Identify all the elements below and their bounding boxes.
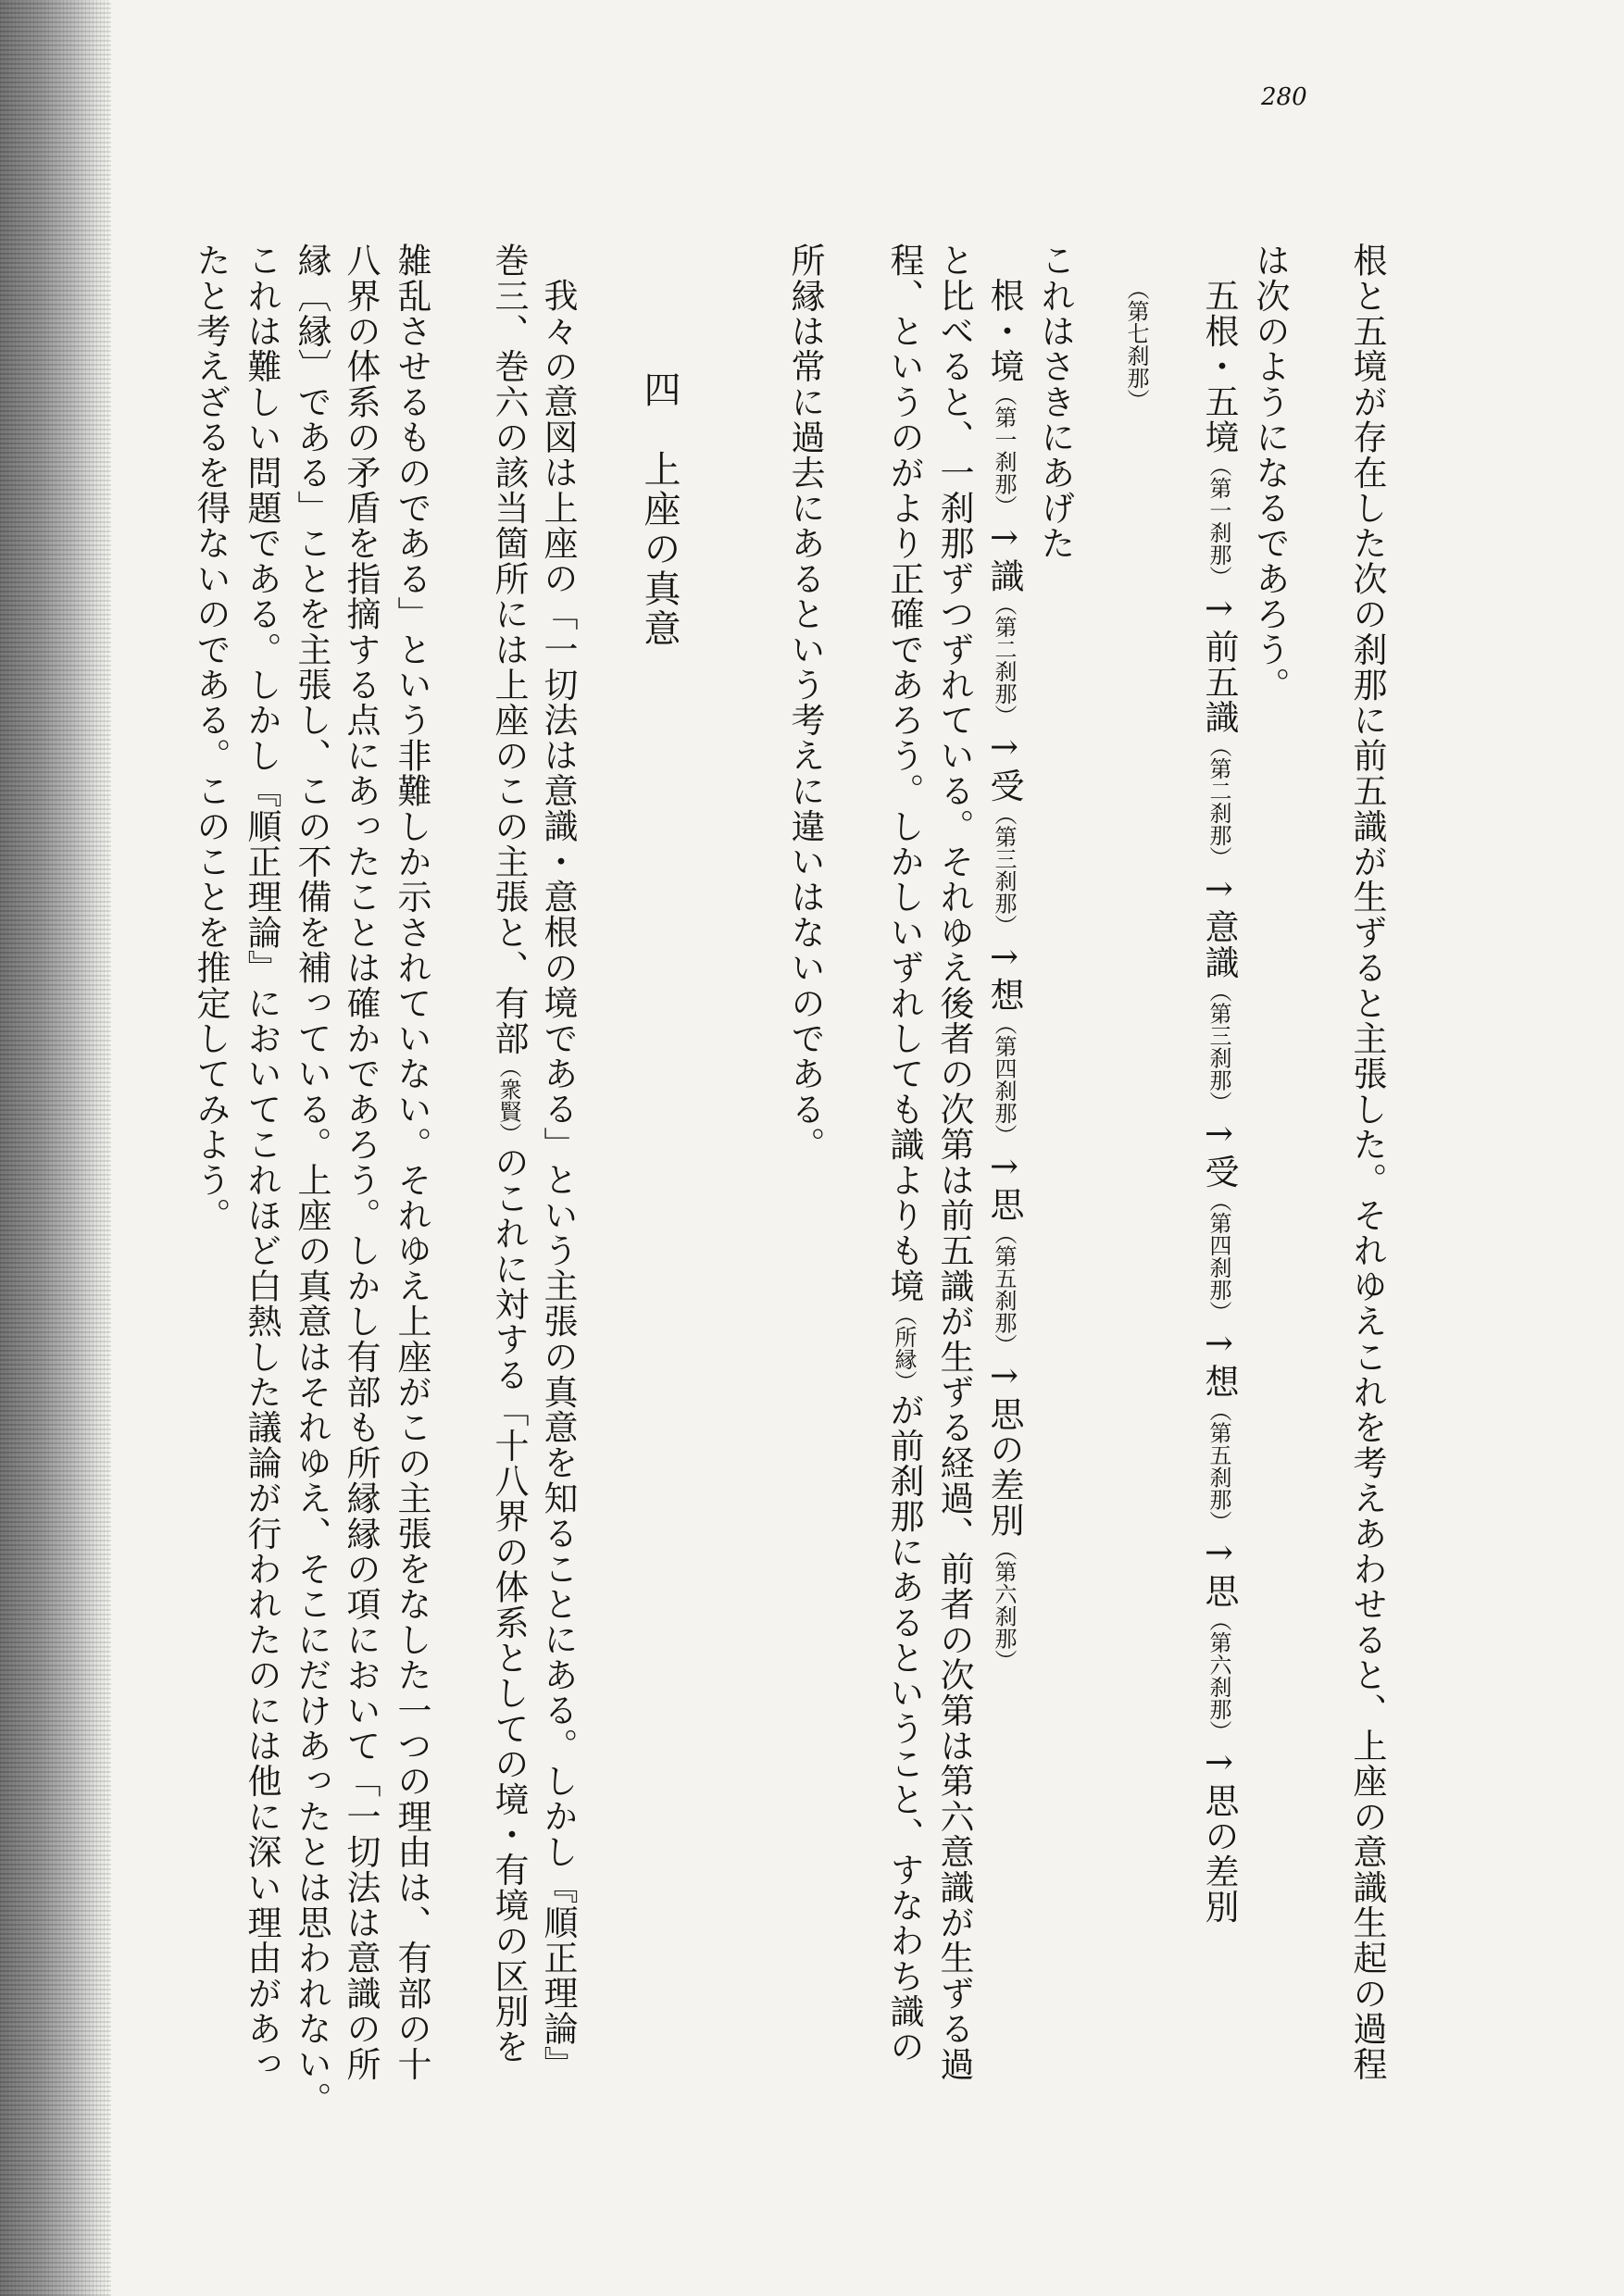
text-run: →想 [984, 936, 1024, 1013]
text-run: →思 [984, 1145, 1024, 1223]
text-run: のこれに対する「十八界の体系としての境・有境の区別を [489, 1144, 529, 2065]
text-run: →思の差別 [1199, 1741, 1239, 1925]
text-run: →識 [984, 517, 1024, 594]
moment-note: （第五刹那） [991, 1222, 1017, 1356]
text-line: 八界の体系の矛盾を指摘する点にあったことは確かであろう。しかし有部も所縁縁の項において「一切法は意識の所 [341, 243, 381, 2082]
text-line [486, 243, 531, 2065]
text-line [1114, 278, 1158, 411]
moment-note: （第一刹那） [991, 383, 1017, 518]
text-run: →前五識 [1199, 588, 1239, 735]
moment-note: （第二刹那） [991, 593, 1017, 728]
text-run: →想 [1199, 1322, 1239, 1400]
text-line: と比べると、一刹那ずつずれている。それゆえ後者の次第は前五識が生ずる経過、前者の次第は第六意識が生ずる過 [934, 243, 974, 2082]
moment-note: （第三刹那） [991, 803, 1017, 937]
section-heading: 四 上座の真意 [638, 370, 681, 649]
moment-note: （第四刹那） [991, 1012, 1017, 1146]
moment-note: （第六刹那） [991, 1538, 1017, 1672]
text-run: →受 [1199, 1113, 1239, 1190]
text-run: 巻三、巻六の該当箇所には上座のこの主張と、有部 [489, 243, 529, 1056]
moment-note: （第二刹那） [1206, 734, 1231, 868]
text-line: は次のようになるであろう。 [1250, 243, 1290, 703]
moment-note: （第一刹那） [1206, 455, 1231, 588]
text-line [1196, 278, 1241, 1925]
text-line [981, 278, 1026, 1671]
text-run: →受 [984, 727, 1024, 804]
text-run: 五根・五境 [1199, 278, 1239, 455]
text-line: これは難しい問題である。しかし『順正理論』においてこれほど白熱した議論が行われたのには他に深い理由があっ [242, 243, 281, 2082]
text-line: 縁〔縁〕である」ことを主張し、この不備を補っている。上座の真意はそれゆえ、そこにだけあったとは思われない。 [292, 243, 331, 2117]
source-note: （衆賢） [495, 1055, 521, 1145]
page-number: 280 [1261, 83, 1307, 111]
text-line [881, 243, 926, 2065]
text-run: 程、というのがより正確であろう。しかしいずれしても識よりも境 [884, 243, 924, 1304]
text-run: 根・境 [984, 278, 1024, 384]
text-line: たと考えざるを得ないのである。このことを推定してみよう。 [191, 243, 231, 1233]
moment-note: （第六刹那） [1206, 1608, 1231, 1742]
moment-note: （第三刹那） [1206, 980, 1231, 1114]
text-line: 雑乱させるものである」という非難しか示されていない。それゆえ上座がこの主張をなした一つの理由は、有部の十 [392, 243, 431, 2082]
text-run: が前刹那にあるということ、すなわち識の [884, 1392, 924, 2065]
text-run: →意識 [1199, 867, 1239, 980]
source-note: （所縁） [891, 1304, 917, 1392]
text-run: →思 [1199, 1532, 1239, 1609]
book-gutter-shadow [0, 0, 111, 2296]
moment-note: （第四刹那） [1206, 1189, 1231, 1323]
text-line: 根と五境が存在した次の刹那に前五識が生ずると主張した。それゆえこれを考えあわせると、上座の意識生起の過程 [1347, 243, 1387, 2082]
text-line: 所縁は常に過去にあるという考えに違いはないのである。 [785, 243, 825, 1163]
moment-note: （第七刹那） [1123, 278, 1149, 411]
text-run: →思の差別 [984, 1355, 1024, 1539]
text-line: 我々の意図は上座の「一切法は意識・意根の境である」という主張の真意を知ることにある。しかし『順正理論』 [538, 278, 578, 2082]
moment-note: （第五刹那） [1206, 1399, 1231, 1533]
text-line: これはさきにあげた [1035, 243, 1075, 561]
